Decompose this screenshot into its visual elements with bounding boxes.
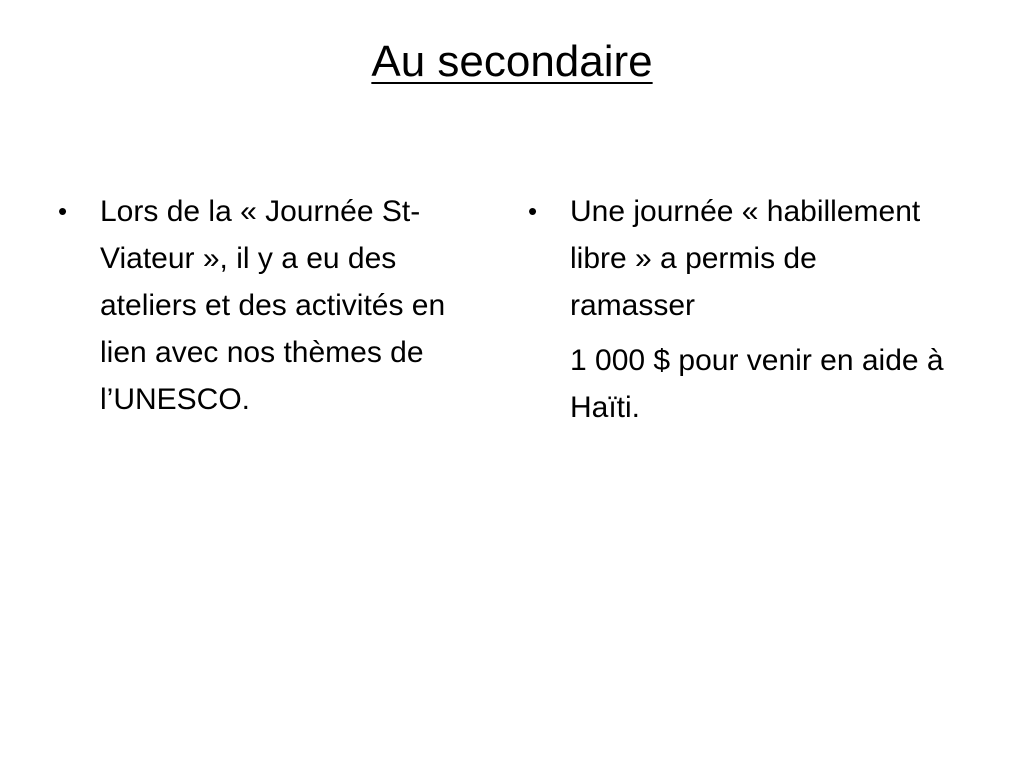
bullet-item: [58, 188, 498, 423]
bullet-item: [528, 188, 948, 329]
slide-title-text: Au secondaire: [371, 37, 653, 86]
bullet-continuation-text: 1 000 $ pour venir en aide à Haïti.: [570, 344, 944, 424]
bullet-icon: •: [58, 196, 68, 226]
bullet-text: Lors de la « Journée St-Viateur », il y a eu des ateliers et des activités en lien avec nos thèmes de l’UNESCO.: [100, 195, 446, 416]
right-column: [528, 188, 948, 431]
left-column: [58, 188, 498, 423]
bullet-icon: •: [528, 196, 538, 226]
slide-title: [0, 30, 1024, 94]
bullet-text: Une journée « habillement libre » a permis de ramasser: [570, 195, 921, 322]
